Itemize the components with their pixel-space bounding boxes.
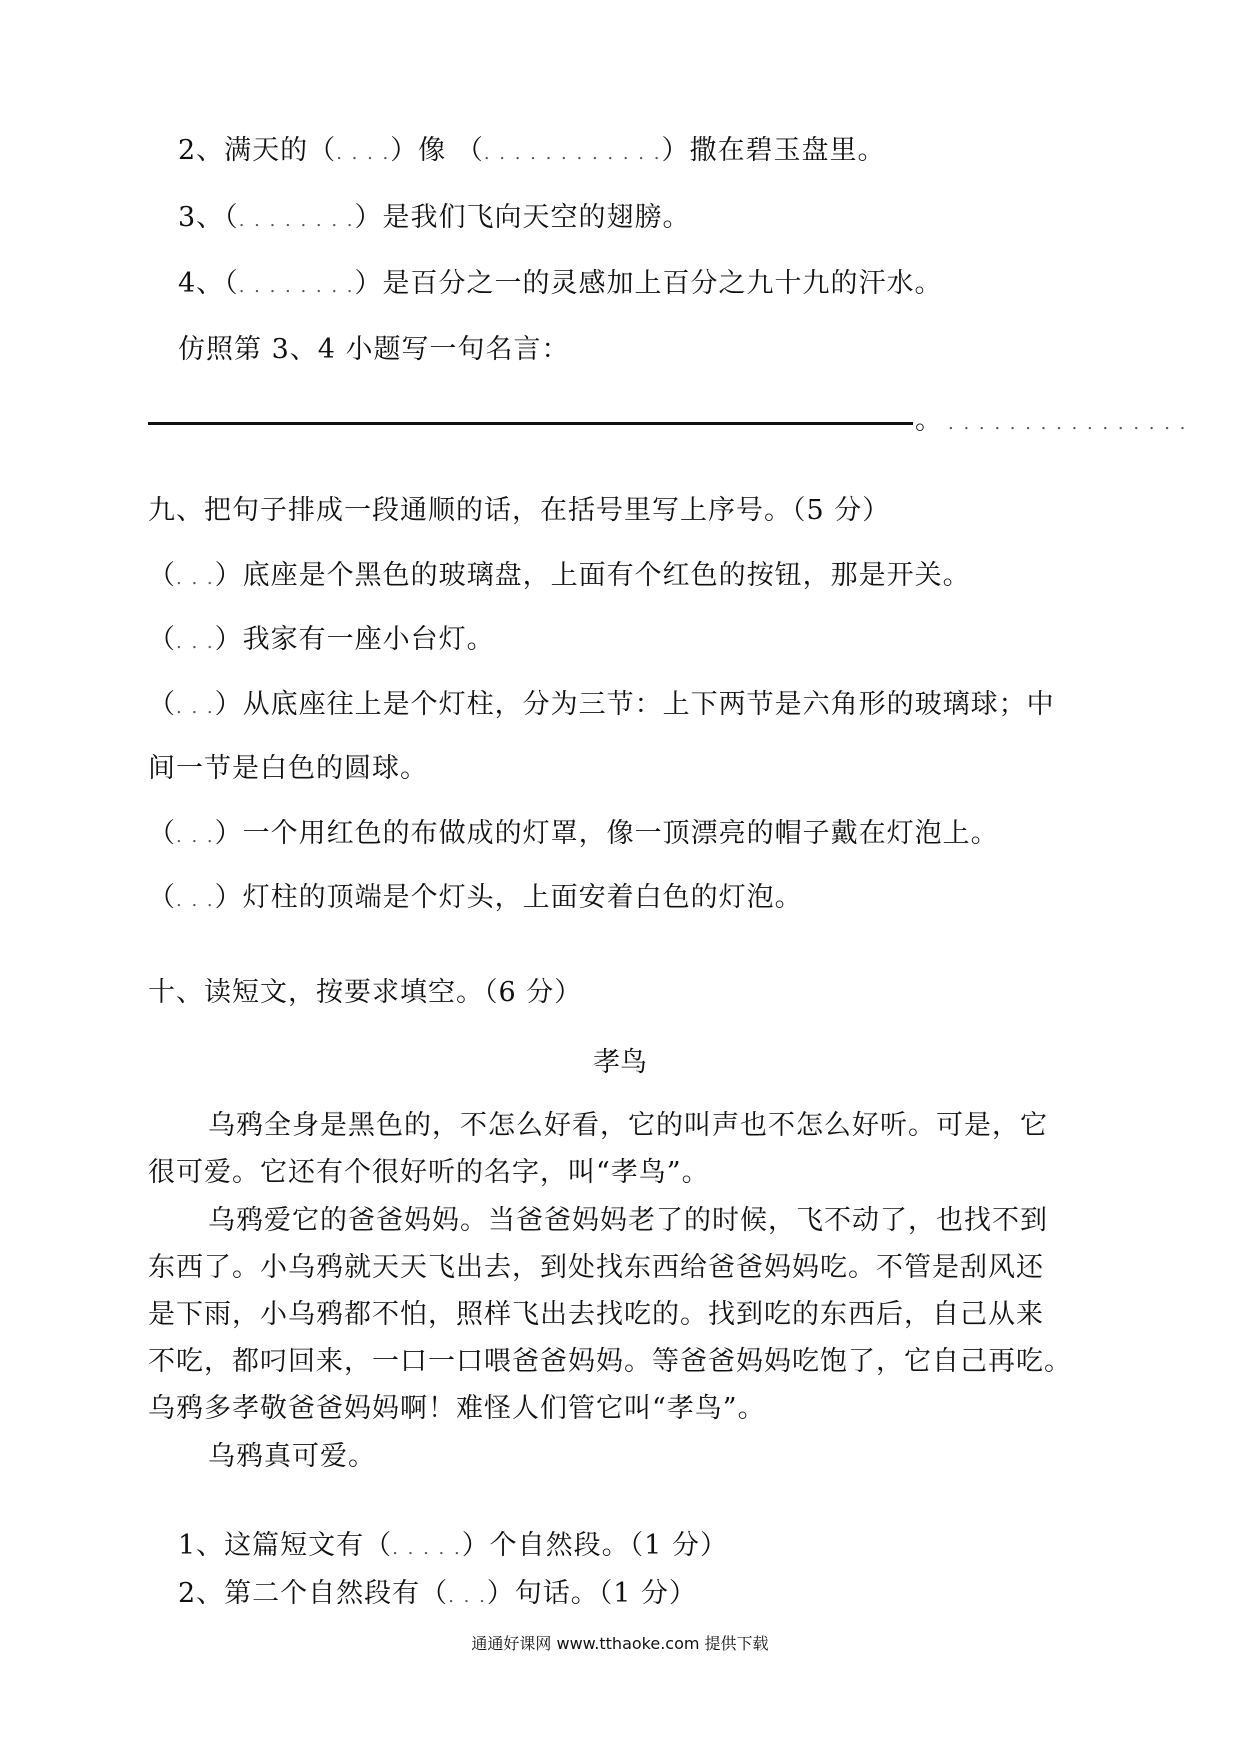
- list-item: （. . .）底座是个黑色的玻璃盘，上面有个红色的按钮，那是开关。: [148, 560, 971, 591]
- imitate-instruction: 仿照第 3、4 小题写一句名言：: [178, 334, 570, 365]
- fill-question-2: 2、满天的（. . . .）像 （. . . . . . . . . . . .）撒在碧玉盘里。: [178, 135, 886, 166]
- answer-blank[interactable]: . . . . . . . .: [238, 276, 355, 297]
- answer-line[interactable]: [148, 422, 913, 425]
- passage-line: 是下雨，小乌鸦都不怕，照样飞出去找吃的。找到吃的东西后，自己从来: [148, 1299, 1044, 1330]
- list-item-continued: 间一节是白色的圆球。: [148, 753, 428, 784]
- order-blank[interactable]: . . .: [176, 632, 215, 653]
- passage-line: 乌鸦真可爱。: [208, 1441, 376, 1472]
- order-blank[interactable]: . . .: [176, 568, 215, 589]
- list-item: （. . .）一个用红色的布做成的灯罩，像一顶漂亮的帽子戴在灯泡上。: [148, 818, 999, 849]
- answer-line-end: 。. . . . . . . . . . . . . . . .: [915, 405, 1188, 436]
- list-item: （. . .）我家有一座小台灯。: [148, 624, 495, 655]
- answer-blank[interactable]: . . . .: [336, 143, 391, 164]
- order-blank[interactable]: . . .: [176, 826, 215, 847]
- passage-line: 乌鸦多孝敬爸爸妈妈啊！难怪人们管它叫“孝鸟”。: [148, 1393, 766, 1424]
- answer-blank[interactable]: . . . . .: [392, 1538, 462, 1559]
- answer-blank[interactable]: . . . . . . . .: [238, 210, 355, 231]
- fill-question-4: 4、（. . . . . . . .）是百分之一的灵感加上百分之九十九的汗水。: [178, 268, 943, 299]
- reading-question-1: 1、这篇短文有（. . . . .）个自然段。（1 分）: [178, 1530, 728, 1561]
- passage-line: 很可爱。它还有个很好听的名字，叫“孝鸟”。: [148, 1157, 710, 1188]
- section-9-heading: 九、把句子排成一段通顺的话，在括号里写上序号。（5 分）: [148, 495, 891, 526]
- answer-blank[interactable]: . . . . . . . . . . . .: [483, 143, 662, 164]
- passage-line: 东西了。小乌鸦就天天飞出去，到处找东西给爸爸妈妈吃。不管是刮风还: [148, 1252, 1044, 1283]
- order-blank[interactable]: . . .: [176, 697, 215, 718]
- fill-question-3: 3、（. . . . . . . .）是我们飞向天空的翅膀。: [178, 202, 691, 233]
- list-item: （. . .）灯柱的顶端是个灯头，上面安着白色的灯泡。: [148, 882, 803, 913]
- order-blank[interactable]: . . .: [176, 890, 215, 911]
- passage-line: 不吃，都叼回来，一口一口喂爸爸妈妈。等爸爸妈妈吃饱了，它自己再吃。: [148, 1346, 1072, 1377]
- page-footer: 通通好课网 www.tthaoke.com 提供下载: [471, 1634, 769, 1653]
- answer-blank[interactable]: . . .: [448, 1586, 487, 1607]
- list-item: （. . .）从底座往上是个灯柱，分为三节：上下两节是六角形的玻璃球；中: [148, 689, 1055, 720]
- passage-title: 孝鸟: [593, 1047, 647, 1078]
- passage-line: 乌鸦全身是黑色的，不怎么好看，它的叫声也不怎么好听。可是，它: [208, 1110, 1048, 1141]
- section-10-heading: 十、读短文，按要求填空。（6 分）: [148, 977, 583, 1008]
- reading-question-2: 2、第二个自然段有（. . .）句话。（1 分）: [178, 1578, 698, 1609]
- passage-line: 乌鸦爱它的爸爸妈妈。当爸爸妈妈老了的时候，飞不动了，也找不到: [208, 1205, 1048, 1236]
